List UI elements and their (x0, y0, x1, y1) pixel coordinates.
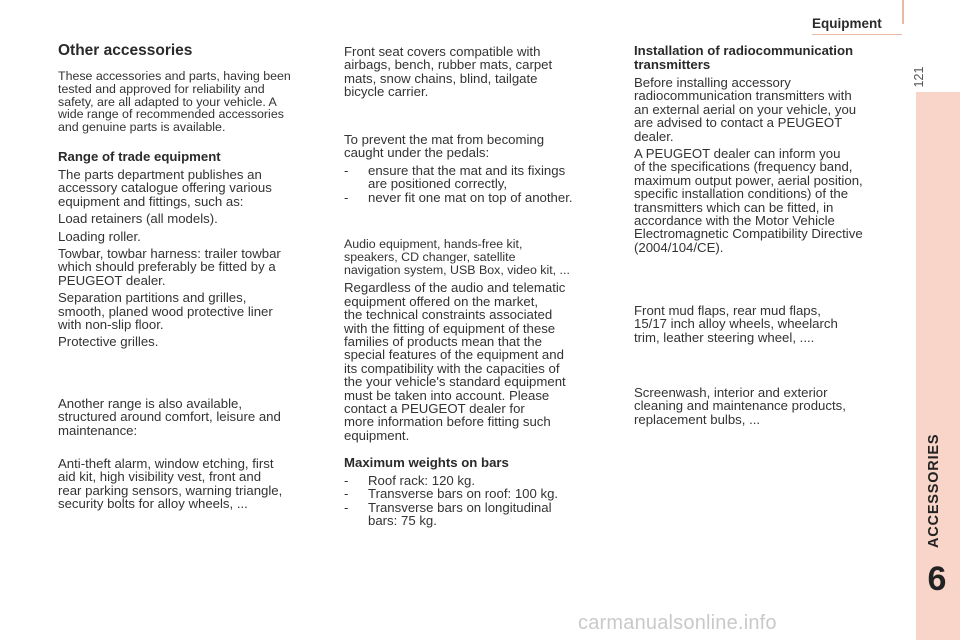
text-line: radiocommunication transmitters with (634, 88, 852, 104)
text-line: Anti-theft alarm, window etching, first (58, 456, 274, 471)
text-line: Front seat covers compatible with (344, 44, 541, 59)
text-line: A PEUGEOT dealer can inform you (634, 146, 841, 162)
page-title: Other accessories (58, 42, 193, 59)
range-paragraph (58, 247, 333, 287)
weights-heading: Maximum weights on bars (344, 455, 509, 470)
text-line: tested and approved for reliability and (58, 81, 265, 96)
text-line: bars: 75 kg. (368, 513, 437, 529)
text-line: smooth, planed wood protective liner (58, 303, 273, 319)
chapter-label: ACCESSORIES (926, 433, 942, 548)
text-line: Load retainers (all models). (58, 211, 218, 227)
text-line: with non-slip floor. (58, 317, 164, 333)
text-line: trim, leather steering wheel, .... (634, 329, 815, 345)
text-line: transmitters which can be fitted, in (634, 199, 834, 215)
bullet-dash: - (344, 473, 349, 488)
text-line: accessory catalogue offering various (58, 180, 272, 196)
mud-flaps-paragraph (634, 304, 909, 344)
text-line: Roof rack: 120 kg. (368, 473, 476, 488)
weights-section (344, 456, 624, 528)
text-line: dealer. (634, 128, 674, 144)
text-line: caught under the pedals: (344, 145, 490, 161)
text-line: airbags, bench, rubber mats, carpet (344, 57, 553, 73)
text-line: Audio equipment, hands-free kit, (344, 237, 523, 251)
text-line: Regardless of the audio and telematic (344, 280, 566, 296)
text-line: Separation partitions and grilles, (58, 290, 247, 306)
watermark: carmanualsonline.info (578, 612, 777, 634)
text-line: with the fitting of equipment of these (344, 320, 556, 336)
text-line: aid kit, high visibility vest, front and (58, 469, 262, 485)
text-line: Screenwash, interior and exterior (634, 385, 828, 400)
text-line: more information before fitting such (344, 414, 551, 430)
text-line: the your vehicle's standard equipment (344, 374, 566, 390)
anti-theft-paragraph (58, 457, 333, 511)
text-line: maximum output power, aerial position, (634, 172, 863, 188)
text-line: Loading roller. (58, 228, 141, 244)
seat-covers-paragraph (344, 45, 624, 99)
range-heading: Range of trade equipment (58, 148, 221, 164)
install-paragraph (634, 147, 909, 254)
intro-paragraph (58, 70, 333, 134)
bullet-dash: - (344, 486, 349, 502)
text-line: ensure that the mat and its fixings (368, 162, 566, 178)
text-line: wide range of recommended accessories (58, 107, 284, 122)
text-line: which should preferably be fitted by a (58, 259, 276, 275)
text-line: are advised to contact a PEUGEOT (634, 115, 843, 131)
text-line: security bolts for alloy wheels, ... (58, 496, 248, 512)
bullet-dash: - (344, 189, 349, 205)
text-line: Towbar, towbar harness: trailer towbar (58, 246, 281, 262)
text-line: structured around comfort, leisure and (58, 409, 281, 425)
install-heading: transmitters (634, 57, 711, 72)
header-accent-line (902, 0, 904, 24)
text-line: equipment offered on the market, (344, 293, 539, 309)
chapter-number: 6 (927, 560, 947, 598)
install-paragraph (634, 76, 909, 143)
text-line: These accessories and parts, having been (58, 69, 291, 83)
text-line: must be taken into account. Please (344, 387, 550, 403)
text-line: special features of the equipment and (344, 347, 564, 363)
audio-section (344, 238, 624, 442)
header-underline (812, 34, 902, 35)
text-line: rear parking sensors, warning triangle, (58, 482, 283, 498)
text-line: (2004/104/CE). (634, 239, 724, 255)
list-item (344, 487, 624, 500)
text-line: speakers, CD changer, satellite (344, 249, 516, 264)
bullet-dash: - (344, 499, 349, 515)
text-line: bicycle carrier. (344, 84, 429, 100)
text-line: an external aerial on your vehicle, you (634, 101, 857, 117)
text-line: its compatibility with the capacities of (344, 360, 560, 376)
text-line: Protective grilles. (58, 334, 159, 350)
text-line: the technical constraints associated (344, 307, 553, 323)
text-line: contact a PEUGEOT dealer for (344, 401, 525, 417)
text-line: safety, are all adapted to your vehicle. A (58, 94, 277, 109)
text-line: maintenance: (58, 422, 138, 438)
text-line: The parts department publishes an (58, 166, 262, 182)
text-line: mats, snow chains, blind, tailgate (344, 70, 538, 86)
install-section (634, 44, 909, 254)
text-line: of the specifications (frequency band, (634, 159, 853, 175)
list-item (344, 191, 624, 204)
range-paragraph (58, 168, 333, 208)
text-line: PEUGEOT dealer. (58, 272, 166, 288)
regardless-paragraph (344, 281, 624, 442)
text-line: equipment. (344, 427, 410, 443)
text-line: Before installing accessory (634, 75, 791, 90)
text-line: 15/17 inch alloy wheels, wheelarch (634, 316, 838, 332)
list-item (344, 474, 624, 487)
text-line: Front mud flaps, rear mud flaps, (634, 303, 821, 318)
text-line: accordance with the Motor Vehicle (634, 213, 835, 229)
column-1 (58, 42, 333, 349)
list-item (344, 164, 624, 191)
text-line: families of products mean that the (344, 334, 542, 350)
text-line: replacement bulbs, ... (634, 411, 761, 427)
another-range-paragraph (58, 397, 333, 437)
range-paragraph (58, 212, 333, 225)
page-number: 121 (912, 66, 926, 88)
bullet-dash: - (344, 162, 349, 178)
text-line: Another range is also available, (58, 396, 243, 411)
text-line: Transverse bars on roof: 100 kg. (368, 486, 559, 502)
range-paragraph (58, 335, 333, 348)
text-line: Transverse bars on longitudinal (368, 499, 552, 515)
text-line: never fit one mat on top of another. (368, 189, 573, 205)
section-title: Equipment (812, 16, 882, 31)
text-line: navigation system, USB Box, video kit, ... (344, 262, 570, 277)
text-line: Electromagnetic Compatibility Directive (634, 226, 863, 242)
range-paragraph (58, 230, 333, 243)
text-line: are positioned correctly, (368, 176, 508, 192)
range-paragraph (58, 291, 333, 331)
text-line: specific installation conditions) of the (634, 186, 849, 202)
mat-section (344, 133, 624, 204)
chapter-sidebar (916, 92, 960, 640)
text-line: and genuine parts is available. (58, 120, 226, 135)
text-line: cleaning and maintenance products, (634, 398, 846, 414)
text-line: To prevent the mat from becoming (344, 132, 545, 147)
screenwash-paragraph (634, 386, 909, 426)
list-item (344, 501, 624, 528)
install-heading: Installation of radiocommunication (634, 43, 854, 58)
text-line: equipment and fittings, such as: (58, 193, 244, 209)
